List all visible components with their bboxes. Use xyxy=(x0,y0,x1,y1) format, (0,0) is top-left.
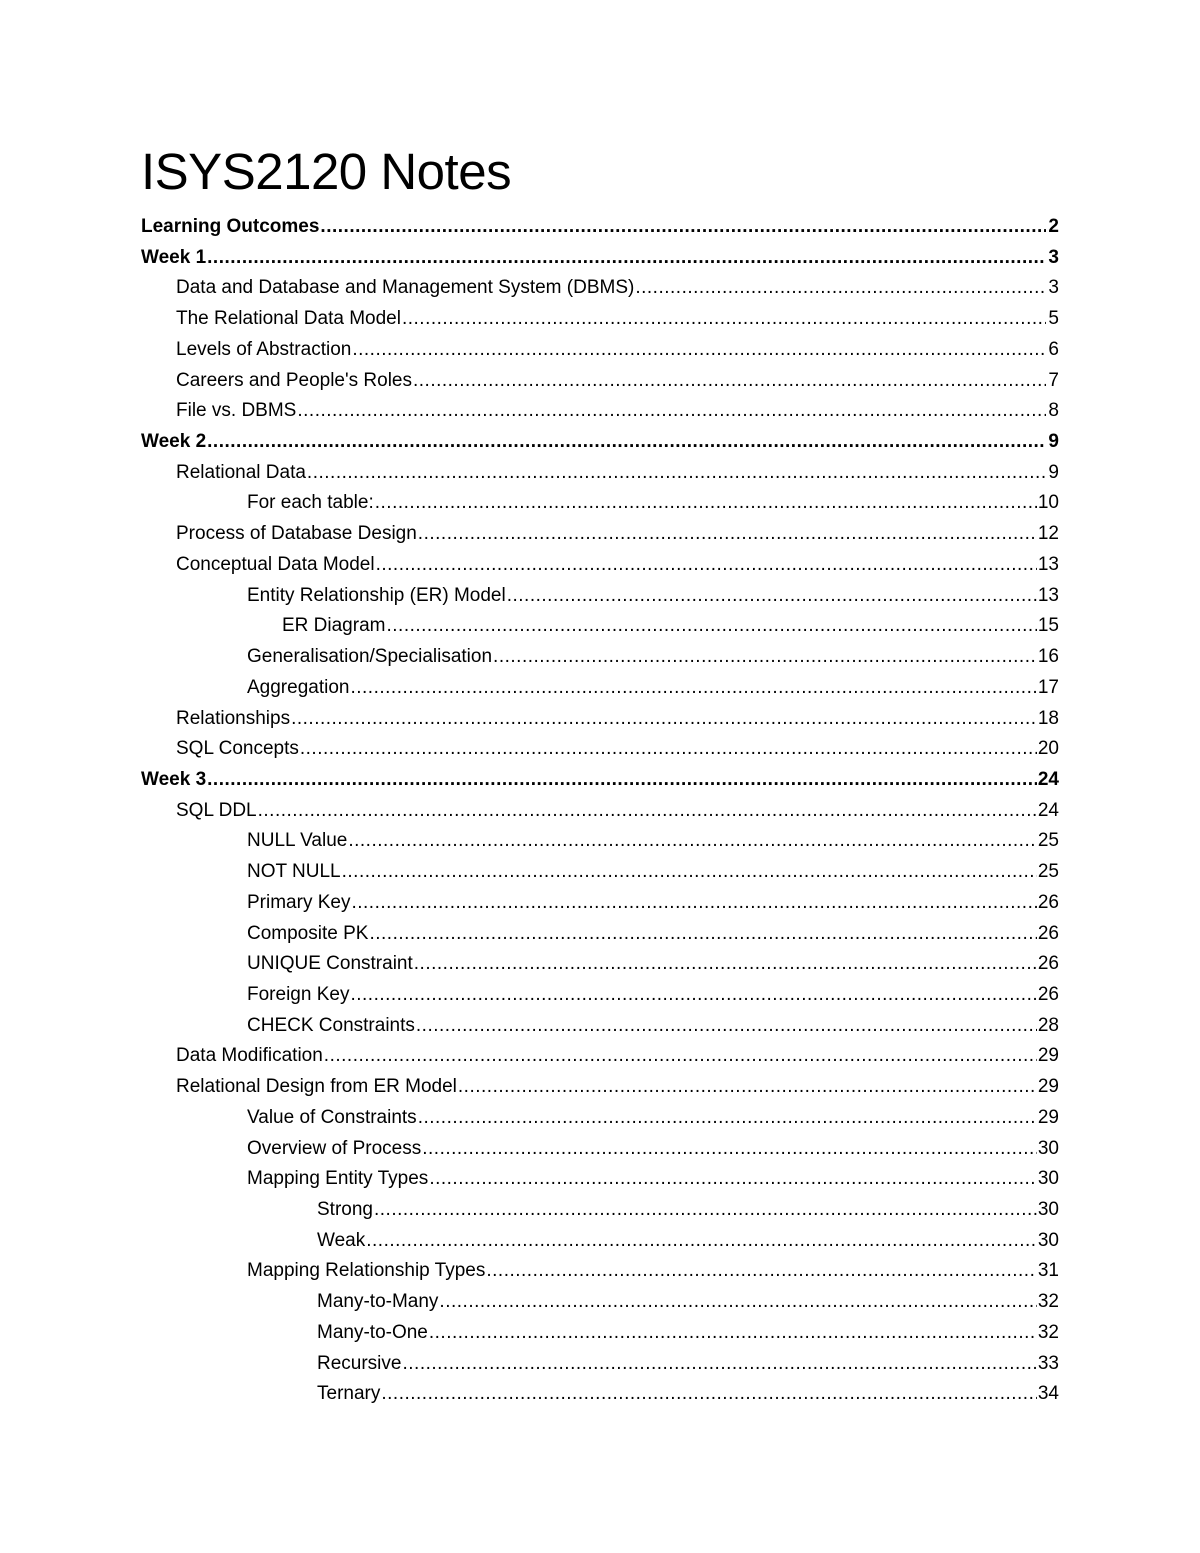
toc-dot-leader xyxy=(402,1349,1036,1380)
toc-entry-page-number: 24 xyxy=(1037,768,1059,790)
toc-entry-page-number: 24 xyxy=(1037,799,1059,821)
toc-entry[interactable] xyxy=(141,734,1059,765)
toc-entry-label: Levels of Abstraction xyxy=(176,338,352,360)
toc-entry-page-number: 20 xyxy=(1037,738,1059,760)
toc-entry-label: The Relational Data Model xyxy=(176,308,401,330)
toc-entry-label: Generalisation/Specialisation xyxy=(247,646,493,668)
toc-entry-label: For each table: xyxy=(247,492,374,514)
toc-entry[interactable] xyxy=(141,980,1059,1011)
toc-entry-label: Week 1 xyxy=(141,246,207,268)
toc-entry[interactable] xyxy=(141,888,1059,919)
toc-entry[interactable] xyxy=(141,243,1059,274)
toc-entry-page-number: 8 xyxy=(1048,400,1059,422)
toc-entry-label: Relational Design from ER Model xyxy=(176,1076,457,1098)
toc-entry[interactable] xyxy=(141,642,1059,673)
toc-entry-page-number: 7 xyxy=(1048,369,1059,391)
toc-entry-page-number: 10 xyxy=(1037,492,1059,514)
page-title: ISYS2120 Notes xyxy=(141,143,512,200)
toc-entry[interactable] xyxy=(141,673,1059,704)
toc-entry[interactable] xyxy=(141,1379,1059,1410)
toc-dot-leader xyxy=(307,458,1046,489)
toc-dot-leader xyxy=(429,1164,1037,1195)
toc-entry[interactable] xyxy=(141,1349,1059,1380)
toc-dot-leader xyxy=(207,243,1046,274)
toc-entry-page-number: 32 xyxy=(1037,1291,1059,1313)
toc-dot-leader xyxy=(402,304,1046,335)
toc-entry-label: Conceptual Data Model xyxy=(176,553,375,575)
toc-entry-page-number: 31 xyxy=(1037,1260,1059,1282)
toc-entry-page-number: 13 xyxy=(1037,553,1059,575)
toc-dot-leader xyxy=(458,1072,1037,1103)
toc-entry[interactable] xyxy=(141,396,1059,427)
toc-entry-label: Mapping Relationship Types xyxy=(247,1260,486,1282)
toc-entry-label: SQL DDL xyxy=(176,799,257,821)
toc-entry-label: Recursive xyxy=(317,1352,402,1374)
toc-entry-page-number: 30 xyxy=(1037,1229,1059,1251)
toc-entry-page-number: 15 xyxy=(1037,615,1059,637)
toc-dot-leader xyxy=(352,335,1046,366)
toc-entry-page-number: 30 xyxy=(1037,1137,1059,1159)
toc-entry-page-number: 12 xyxy=(1037,523,1059,545)
toc-dot-leader xyxy=(386,611,1036,642)
toc-entry[interactable] xyxy=(141,581,1059,612)
toc-entry-label: File vs. DBMS xyxy=(176,400,297,422)
toc-dot-leader xyxy=(413,366,1046,397)
toc-dot-leader xyxy=(291,704,1037,735)
toc-entry-page-number: 33 xyxy=(1037,1352,1059,1374)
toc-entry[interactable] xyxy=(141,1072,1059,1103)
toc-entry-page-number: 26 xyxy=(1037,983,1059,1005)
toc-entry-page-number: 3 xyxy=(1048,246,1059,268)
toc-entry[interactable] xyxy=(141,1226,1059,1257)
table-of-contents xyxy=(141,212,1059,1410)
toc-entry-page-number: 30 xyxy=(1037,1199,1059,1220)
toc-dot-leader xyxy=(207,765,1037,796)
toc-dot-leader xyxy=(374,1195,1037,1226)
toc-entry-page-number: 5 xyxy=(1048,308,1059,330)
toc-dot-leader xyxy=(422,1134,1037,1165)
toc-entry-page-number: 16 xyxy=(1037,646,1059,668)
toc-entry-page-number: 17 xyxy=(1037,676,1059,698)
toc-entry[interactable] xyxy=(141,1164,1059,1195)
toc-entry-page-number: 34 xyxy=(1037,1383,1059,1405)
toc-entry-page-number: 2 xyxy=(1048,216,1059,237)
toc-entry[interactable] xyxy=(141,427,1059,458)
toc-entry-label: ER Diagram xyxy=(282,615,386,637)
toc-dot-leader xyxy=(342,857,1037,888)
toc-entry[interactable] xyxy=(141,458,1059,489)
toc-dot-leader xyxy=(258,796,1037,827)
toc-entry-page-number: 13 xyxy=(1037,584,1059,606)
toc-entry-label: Entity Relationship (ER) Model xyxy=(247,584,506,606)
toc-dot-leader xyxy=(300,734,1037,765)
toc-dot-leader xyxy=(635,273,1046,304)
toc-entry-label: Composite PK xyxy=(247,922,369,944)
toc-entry-page-number: 29 xyxy=(1037,1045,1059,1067)
toc-entry[interactable] xyxy=(141,1103,1059,1134)
toc-entry-label: UNIQUE Constraint xyxy=(247,953,413,975)
toc-entry-label: Weak xyxy=(317,1229,366,1251)
toc-entry-label: Relational Data xyxy=(176,461,306,483)
toc-entry-page-number: 29 xyxy=(1037,1106,1059,1128)
toc-entry[interactable] xyxy=(141,366,1059,397)
toc-entry-label: Mapping Entity Types xyxy=(247,1168,429,1190)
toc-entry-label: Value of Constraints xyxy=(247,1106,417,1128)
toc-dot-leader xyxy=(493,642,1037,673)
toc-entry-page-number: 30 xyxy=(1037,1168,1059,1190)
toc-entry-label: Strong xyxy=(317,1199,373,1220)
toc-entry[interactable] xyxy=(141,704,1059,735)
toc-dot-leader xyxy=(439,1287,1036,1318)
toc-entry[interactable] xyxy=(141,519,1059,550)
toc-entry-label: Learning Outcomes xyxy=(141,216,320,237)
toc-entry-label: Aggregation xyxy=(247,676,350,698)
toc-dot-leader xyxy=(507,581,1037,612)
toc-entry[interactable] xyxy=(141,1287,1059,1318)
toc-entry-page-number: 26 xyxy=(1037,891,1059,913)
toc-entry-page-number: 9 xyxy=(1048,461,1059,483)
toc-entry-page-number: 25 xyxy=(1037,830,1059,852)
toc-dot-leader xyxy=(381,1379,1037,1410)
toc-entry-page-number: 3 xyxy=(1048,277,1059,299)
toc-entry-label: Ternary xyxy=(317,1383,381,1405)
toc-entry[interactable] xyxy=(141,1134,1059,1165)
toc-entry-label: SQL Concepts xyxy=(176,738,299,760)
toc-dot-leader xyxy=(350,980,1036,1011)
toc-dot-leader xyxy=(366,1226,1037,1257)
toc-dot-leader xyxy=(297,396,1046,427)
toc-entry-label: Relationships xyxy=(176,707,291,729)
toc-entry-page-number: 6 xyxy=(1048,338,1059,360)
toc-entry-page-number: 9 xyxy=(1048,431,1059,453)
toc-dot-leader xyxy=(429,1318,1037,1349)
toc-entry-page-number: 25 xyxy=(1037,861,1059,883)
toc-entry-label: Many-to-Many xyxy=(317,1291,439,1313)
toc-dot-leader xyxy=(418,1103,1037,1134)
toc-entry-label: Week 3 xyxy=(141,768,207,790)
toc-entry[interactable] xyxy=(141,826,1059,857)
toc-entry-label: Data Modification xyxy=(176,1045,323,1067)
toc-entry[interactable] xyxy=(141,1318,1059,1349)
toc-entry-page-number: 29 xyxy=(1037,1076,1059,1098)
toc-entry-page-number: 18 xyxy=(1037,707,1059,729)
toc-entry[interactable] xyxy=(141,550,1059,581)
toc-entry-page-number: 32 xyxy=(1037,1321,1059,1343)
toc-entry[interactable] xyxy=(141,1041,1059,1072)
toc-entry-label: CHECK Constraints xyxy=(247,1014,415,1036)
toc-entry[interactable] xyxy=(141,1011,1059,1042)
toc-dot-leader xyxy=(369,919,1036,950)
toc-dot-leader xyxy=(320,212,1046,243)
toc-entry-label: Week 2 xyxy=(141,431,207,453)
toc-entry-page-number: 26 xyxy=(1037,922,1059,944)
toc-entry-label: Overview of Process xyxy=(247,1137,422,1159)
toc-entry[interactable] xyxy=(141,1256,1059,1287)
toc-entry-page-number: 26 xyxy=(1037,953,1059,975)
toc-dot-leader xyxy=(324,1041,1037,1072)
toc-entry[interactable] xyxy=(141,304,1059,335)
toc-entry-page-number: 28 xyxy=(1037,1014,1059,1036)
toc-entry[interactable] xyxy=(141,611,1059,642)
toc-dot-leader xyxy=(207,427,1046,458)
toc-entry[interactable] xyxy=(141,212,1059,243)
toc-entry[interactable] xyxy=(141,273,1059,304)
toc-dot-leader xyxy=(414,949,1037,980)
toc-entry-label: Process of Database Design xyxy=(176,523,417,545)
toc-dot-leader xyxy=(375,488,1037,519)
toc-entry[interactable] xyxy=(141,335,1059,366)
toc-entry-label: NULL Value xyxy=(247,830,348,852)
toc-dot-leader xyxy=(351,888,1036,919)
toc-entry[interactable] xyxy=(141,949,1059,980)
toc-dot-leader xyxy=(418,519,1037,550)
toc-entry-label: Many-to-One xyxy=(317,1321,428,1343)
toc-dot-leader xyxy=(350,673,1036,704)
toc-dot-leader xyxy=(376,550,1037,581)
toc-entry[interactable] xyxy=(141,765,1059,796)
toc-entry[interactable] xyxy=(141,796,1059,827)
toc-entry-label: Primary Key xyxy=(247,891,351,913)
toc-dot-leader xyxy=(416,1011,1037,1042)
toc-entry[interactable] xyxy=(141,919,1059,950)
toc-entry[interactable] xyxy=(141,857,1059,888)
toc-entry-label: Data and Database and Management System (DBMS) xyxy=(176,277,635,299)
toc-entry[interactable] xyxy=(141,1195,1059,1226)
toc-dot-leader xyxy=(348,826,1037,857)
toc-dot-leader xyxy=(486,1256,1037,1287)
toc-entry-label: Careers and People's Roles xyxy=(176,369,412,391)
toc-entry[interactable] xyxy=(141,488,1059,519)
toc-entry-label: Foreign Key xyxy=(247,983,350,1005)
toc-entry-label: NOT NULL xyxy=(247,861,341,883)
